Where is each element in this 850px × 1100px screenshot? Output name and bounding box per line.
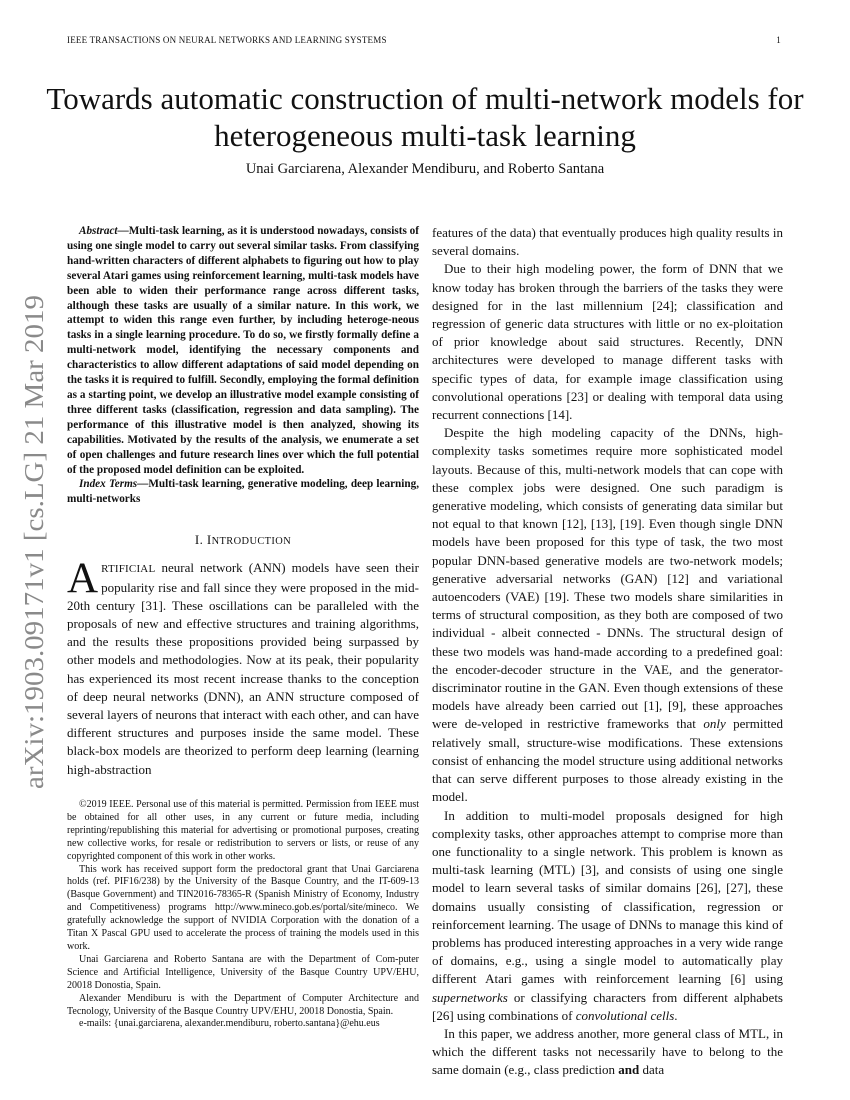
author-list: Unai Garciarena, Alexander Mendiburu, and Roberto Santana (245, 161, 605, 177)
footnote-affiliation-2: Alexander Mendiburu is with the Department of Computer Architecture and Tecnology, University of the Basque Country UPV/EHU, 20018 Donostia, Spain. (67, 992, 419, 1017)
paragraph-this-paper-b: data (639, 1062, 665, 1078)
footnote-emails: e-mails: {unai.garciarena, alexander.mendiburu, roberto.santana}@ehu.eus (79, 1018, 380, 1030)
intro-first-word: RTIFICIAL (101, 563, 156, 576)
paragraph-continued: features of the data) that eventually produces high quality results in several domains. (432, 225, 783, 259)
drop-cap: A (67, 555, 99, 603)
intro-paragraph (67, 555, 419, 778)
left-column (67, 224, 419, 779)
paper-title: Towards automatic construction of multi-network models for heterogeneous multi-task learning (46, 81, 804, 153)
abstract-label: Abstract (79, 225, 118, 237)
footnotes (67, 799, 419, 1031)
abstract-text: —Multi-task learning, as it is understood nowadays, consists of using one single model to carry out several similar tasks. From classifying hand-written characters of different alphabets to figuring out how to play several Atari games using reinforcement learning, multi-task models have been able to widen their performance range across different tasks, although these tasks are usually of a similar nature. In this work, we attempt to widen this range even further, by including heteroge-neous tasks in a single learning procedure. To do so, we firstly formally define a multi-network model, identifying the necessary components and characteristics to allow different adaptations of said model depending on the tasks it is required to fulfill. Secondly, employing the formal definition as a starting point, we develop an illustrative model example consisting of three different tasks (classification, regression and data sampling). The performance of this illustrative model is then analyzed, showing its capabilities. Motivated by the results of the analysis, we enumerate a set of open challenges and future research lines over which the full potential of the proposed model definition can be exploited. (67, 225, 419, 476)
right-column (432, 224, 783, 1080)
emphasis-convolutional-cells: convolutional cells (575, 1007, 675, 1023)
abstract (67, 224, 419, 477)
paragraph-generative (432, 424, 783, 806)
section-heading-introduction (67, 531, 419, 551)
footnote-funding: This work has received support form the predoctoral grant that Unai Garciarena holds (ref. PIF16/238) by the University of the Basque Country, and the IT-609-13 (Basque Government) and TIN2016-78365-R (Spanish Ministry of Economy, Industry and Competitiveness) programs http://www.mineco.gob.es/portal/site/mineco. We gratefully acknowledge the support of NVIDIA Corporation with the donation of a Titan X Pascal GPU used to accelerate the process of training the models used in this work. (67, 863, 419, 952)
running-head (67, 35, 781, 45)
emphasis-supernetworks: supernetworks (432, 989, 508, 1005)
emphasis-only: only (703, 716, 726, 732)
section-heading-rest: NTRODUCTION (211, 536, 292, 548)
paragraph-mtl-a: In addition to multi-model proposals designed for high complexity tasks, other approaches attempt to comprise more than one functionality to a single network. This problem is known as multi-task learning (MTL) [3], and consists of using one single model to learn several tasks of similar domains [26], [27], these domains usually consisting of classification, regression or reinforcement learning. The usage of DNNs to manage this kind of problems has produced interesting approaches in a very wide range of domains, e.g., using a single model to automatically play different Atari games with reinforcement learning [6] using (432, 807, 783, 987)
intro-text: neural network (ANN) models have seen their popularity rise and fall since they were proposed in the mid-20th century [31]. These oscillations can be paralleled with the proposals of new and effective structures and training algorithms, and the results these propositions provided being surpassed by other models and methodologies. Now at its peak, their popularity has experienced its most recent increase thanks to the conception of deep neural networks (DNN), an ANN structure composed of several layers of neurons that interact with each other, and can have different structures and purposes inside the same model. These black-box models are theorized to perform deep learning (learning high-abstraction (67, 560, 419, 777)
paragraph-mtl-b: or classifying characters from different alphabets [26] using combinations of (432, 989, 783, 1023)
paragraph-generative-b: permitted relatively small, structure-wise modifications. These extensions consist of enhancing the model structure using additional networks that can serve different purposes to those already existing in the model. (432, 716, 783, 805)
paragraph-generative-a: Despite the high modeling capacity of the DNNs, high-complexity tasks sometimes require more sophisticated model layouts. Because of this, multi-network models that can cope with these complex jobs were designed. One such paradigm is generative modeling, which consists of generating data similar but not equal to that known [12], [13], [19]. Even though single DNN models have been proposed for this type of task, the two most popular DNN-based generative models are two-network models; generative adversarial networks (GAN) [12] and variational autoencoders (VAE) [19]. These two models share similarities in terms of structural composition, as they both are composed of two individual - albeit connected - DNNs. The structural design of these two models was hand-made according to a predefined goal: the encoder-decoder structure in the VAE, and the generator-discriminator routine in the GAN. Even though extensions of these models have already been carried out [1], [9], these approaches were de-veloped in restrictive frameworks that (432, 425, 783, 732)
index-terms-text: —Multi-task learning, generative modeling, deep learning, multi-networks (67, 478, 420, 506)
paragraph-dnn-power: Due to their high modeling power, the form of DNN that we know today has broken through the barriers of the tasks they were designed for in the last millennium [24]; classification and regression of generic data structures with little or no ex-ploitation of prior knowledge about said structures. Recently, DNN architectures were developed to manage different tasks with specific types of data, for example image classification using convolutional operations [23] or dealing with temporal data using recurrent connections [14]. (432, 261, 783, 423)
paragraph-this-paper-a: In this paper, we address another, more general class of MTL, in which the different tasks not necessarily have to belong to the same domain (e.g., class prediction (432, 1025, 783, 1078)
section-heading-num: I. I (194, 532, 212, 548)
page-number: 1 (776, 35, 781, 45)
footnote-copyright: ©2019 IEEE. Personal use of this material is permitted. Permission from IEEE must be obtained for all other uses, in any current or future media, including reprinting/republishing this material for advertising or promotional purposes, creating new collective works, for resale or redistribution to servers or lists, or reuse of any copyrighted component of this work in other works. (67, 799, 419, 862)
arxiv-stamp-text: arXiv:1903.09171v1 [cs.LG] 21 Mar 2019 (18, 320, 49, 789)
emphasis-and: and (618, 1062, 640, 1078)
index-terms (67, 477, 419, 507)
journal-name: IEEE TRANSACTIONS ON NEURAL NETWORKS AND LEARNING SYSTEMS (67, 35, 387, 45)
index-terms-label: Index Terms (79, 478, 138, 491)
paragraph-mtl-c: . (674, 1007, 678, 1023)
paragraph-this-paper (432, 1025, 783, 1080)
paragraph-mtl (432, 807, 783, 1025)
footnote-affiliation-1: Unai Garciarena and Roberto Santana are with the Department of Com-puter Science and Artificial Intelligence, University of the Basque Country UPV/EHU, 20018 Donostia, Spain. (67, 953, 419, 991)
